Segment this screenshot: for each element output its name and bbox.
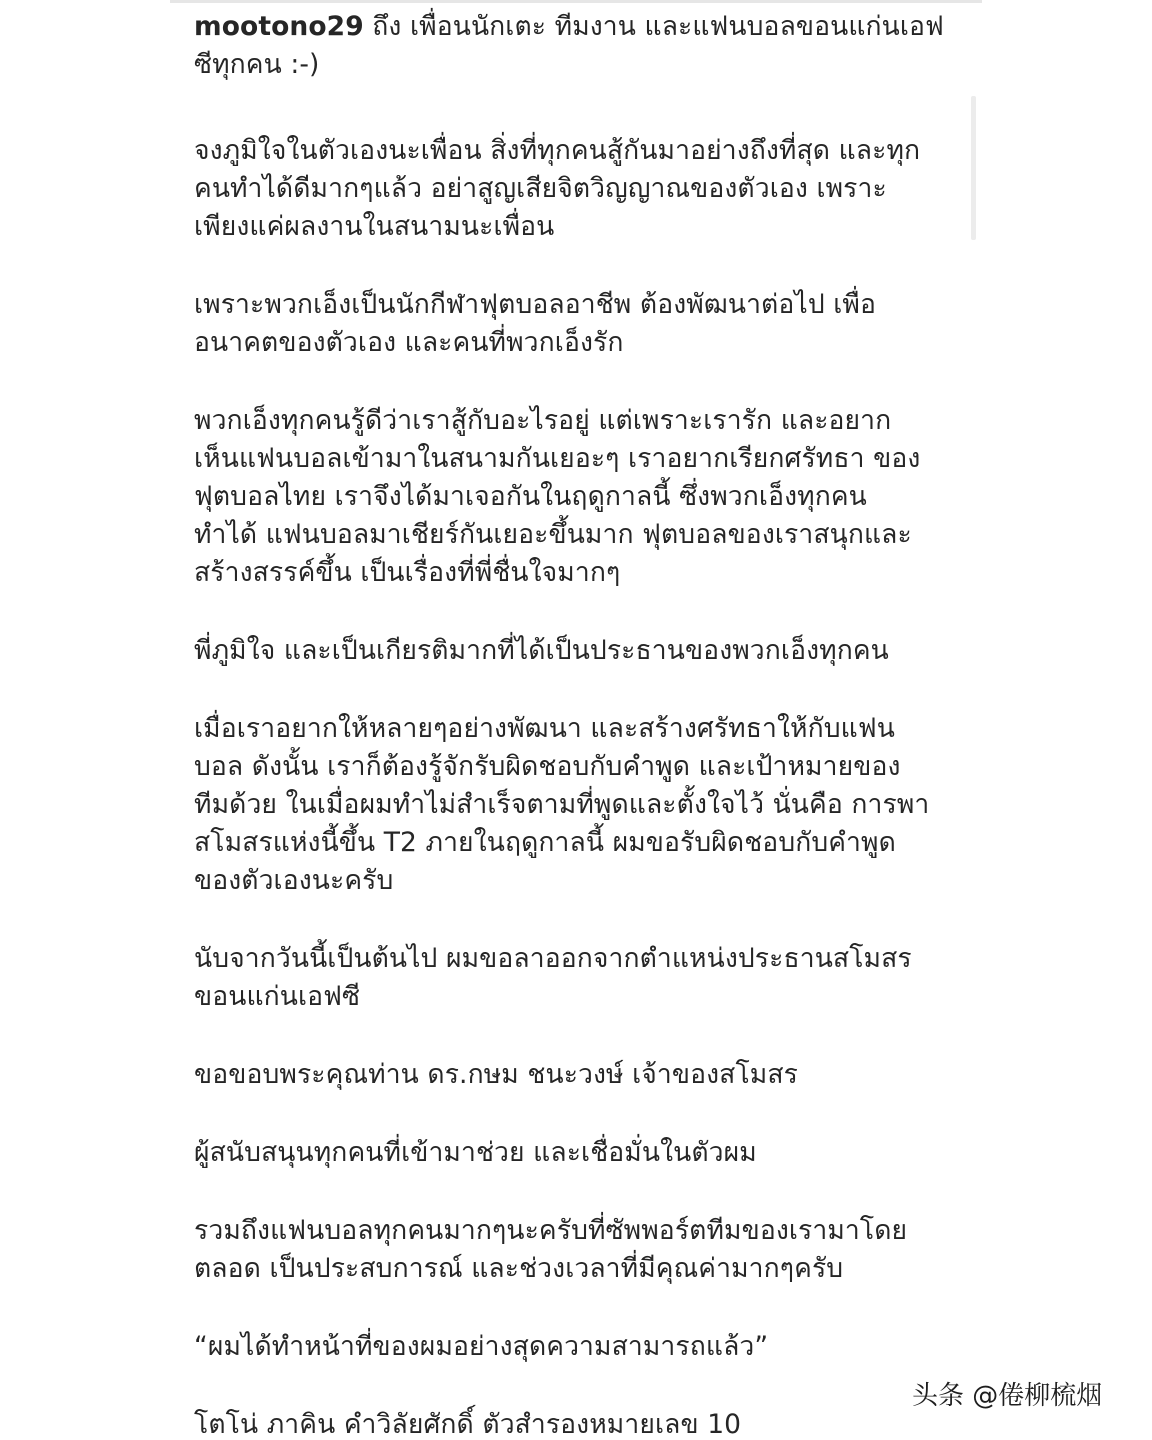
caption-paragraph-9: รวมถึงแฟนบอลทุกคนมากๆนะครับที่ซัพพอร์ตทีมของเรามาโดย ตลอด เป็นประสบการณ์ และช่วงเวลาที่มีคุณค่ามากๆครับ: [194, 1215, 908, 1284]
caption-paragraph-1: จงภูมิใจในตัวเองนะเพื่อน สิ่งที่ทุกคนสู้กันมาอย่างถึงที่สุด และทุก คนทำได้ดีมากๆแล้ว อย่าสูญเสียจิตวิญญาณของตัวเอง เพราะ เพียงแค่ผลงานในสนามนะเพื่อน: [194, 135, 921, 242]
caption-paragraph-6: นับจากวันนี้เป็นต้นไป ผมขอลาออกจากตำแหน่งประธานสโมสร ขอนแก่นเอฟซี: [194, 943, 912, 1012]
caption-paragraph-2: เพราะพวกเอ็งเป็นนักกีฬาฟุตบอลอาชีพ ต้องพัฒนาต่อไป เพื่อ อนาคตของตัวเอง และคนที่พวกเอ็งรัก: [194, 289, 876, 358]
caption-signature: โตโน่ ภาคิน คำวิลัยศักดิ์ ตัวสำรองหมายเลข 10: [194, 1409, 742, 1440]
caption-paragraph-7: ขอขอบพระคุณท่าน ดร.กษม ชนะวงษ์ เจ้าของสโมสร: [194, 1059, 798, 1090]
caption-paragraph-10: “ผมได้ทำหน้าที่ของผมอย่างสุดความสามารถแล้ว”: [194, 1331, 769, 1362]
caption-intro-text: ถึง เพื่อนนักเตะ ทีมงาน และแฟนบอลขอนแก่นเอฟ ซีทุกคน :-): [194, 11, 944, 80]
post-caption: [194, 8, 974, 1440]
caption-paragraph-3: พวกเอ็งทุกคนรู้ดีว่าเราสู้กับอะไรอยู่ แต่เพราะเรารัก และอยาก เห็นแฟนบอลเข้ามาในสนามกันเยอะๆ เราอยากเรียกศรัทธา ของ ฟุตบอลไทย เราจึงได้มาเจอกันในฤดูกาลนี้ ซึ่งพวกเอ็งทุกคน ทำได้ แฟนบอลมาเชียร์กันเยอะขึ้นมาก ฟุตบอลของเราสนุกและ สร้างสรรค์ขึ้น เป็นเรื่องที่พี่ชื่นใจมากๆ: [194, 405, 921, 588]
caption-paragraph-8: ผู้สนับสนุนทุกคนที่เข้ามาช่วย และเชื่อมั่นในตัวผม: [194, 1137, 757, 1168]
caption-paragraph-4: พี่ภูมิใจ และเป็นเกียรติมากที่ได้เป็นประธานของพวกเอ็งทุกคน: [194, 635, 889, 666]
caption-intro: [194, 8, 974, 84]
caption-paragraph-5: เมื่อเราอยากให้หลายๆอย่างพัฒนา และสร้างศรัทธาให้กับแฟน บอล ดังนั้น เราก็ต้องรู้จักรับผิดชอบกับคำพูด และเป้าหมายของ ทีมด้วย ในเมื่อผมทำไม่สำเร็จตามที่พูดและตั้งใจไว้ นั่นคือ การพา สโมสรแห่งนี้ขึ้น T2 ภายในฤดูกาลนี้ ผมขอรับผิดชอบกับคำพูด ของตัวเองนะครับ: [194, 713, 930, 896]
watermark: 头条 @倦柳梳烟: [912, 1381, 1103, 1411]
top-divider: [170, 0, 982, 3]
username-link[interactable]: mootono29: [194, 11, 364, 42]
